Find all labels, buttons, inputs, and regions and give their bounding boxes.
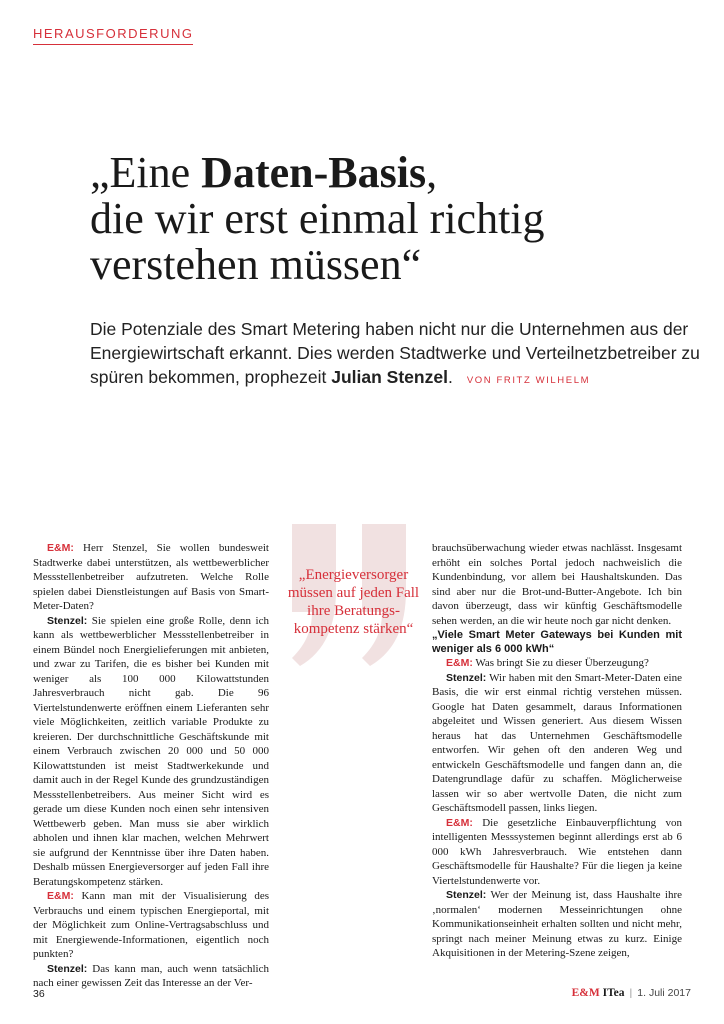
paragraph: brauchsüberwachung wieder etwas nachlässt. Insgesamt erhöht ein solches Portal jedoch nachweislich die Kundenbindung, vor allem bei Haushaltskunden. Das sind aber nur die Brot-und-Butter-Angebote. Ich bin davon überzeugt, dass wir künftig Geschäftsmodelle sehen werden, an die wir heute noch gar nicht denken.	[432, 542, 682, 627]
lead-name: Julian Stenzel	[331, 367, 448, 387]
speaker: E&M:	[446, 657, 473, 669]
paragraph-text: Was bringt Sie zu dieser Überzeugung?	[472, 657, 649, 669]
paragraph	[33, 889, 269, 962]
lead-end: .	[447, 367, 453, 387]
article-column-2	[432, 541, 682, 961]
brand-itea: ITea	[602, 987, 625, 999]
paragraph	[33, 541, 269, 614]
headline-prefix: „Eine	[90, 148, 202, 197]
paragraph	[33, 962, 269, 991]
speaker: E&M:	[47, 542, 74, 554]
speaker: E&M:	[446, 816, 473, 829]
headline-line3: verstehen müssen“	[90, 240, 422, 289]
paragraph	[432, 656, 682, 671]
paragraph	[432, 671, 682, 816]
speaker: Stenzel:	[47, 614, 88, 627]
page-number: 36	[33, 988, 45, 1000]
headline-bold: Daten-Basis	[201, 148, 427, 197]
article-lead	[90, 317, 700, 393]
paragraph-text: Die gesetzliche Einbauverpflichtung von intelligenten Messsystemen beginnt allerdings erst ab 6 000 kWh Jahresverbrauch. Wie entstehen dann Geschäftsmodelle für Haushalte? Für die liegen ja keine Viertelstundenwerte vor.	[432, 816, 682, 887]
paragraph-text: Das kann man, auch wenn tatsächlich nach einer gewissen Zeit das Interesse an der Ver-	[33, 962, 269, 989]
section-subhead: „Viele Smart Meter Gateways bei Kunden mit weniger als 6 000 kWh“	[432, 629, 682, 655]
paragraph-text: Sie spielen eine große Rolle, denn ich kann als wettbewerblicher Messstellenbetreiber in einem Bündel noch Energielieferungen mit anbieten, und zwar zu Tarifen, die es bisher bei Kunden mit weniger als 100 000 Kilowattstunden Jahresverbrauch nicht gab. Die 96 Viertelstundenwerte eröffnen einem Lieferanten sehr viele Möglichkeiten, zeitlich variable Produkte zu kreieren. Der durchschnittliche Geschäftskunde mit einem Verbrauch zwischen 20 000 und 50 000 Kilowattstunden ist meist Stadtwerkekunde und damit auch in der Regel Kunde des grundzuständigen Messstellenbetreibers. Aus meiner Sicht wird es gerade um diese Kunden noch einen sehr intensiven Wettbewerb geben. Man muss sie aber wirklich abholen und ihnen klar machen, welchen Mehrwert sie aufgrund der Kenntnisse über ihre Daten haben. Deshalb müssen Energieversorger auf jeden Fall ihre Beratungskompetenz stärken.	[33, 614, 269, 888]
paragraph-text: Herr Stenzel, Sie wollen bundesweit Stadtwerke dabei unterstützen, als wettbewerblicher Messstellenbetreiber aufzutreten. Welche Rolle spielen dabei Dienstleistungen auf Basis von Smart-Meter-Daten?	[33, 542, 269, 612]
speaker: Stenzel:	[446, 889, 487, 901]
paragraph-text: Kann man mit der Visualisierung des Verbrauchs und einem typischen Energieportal, mit der Möglichkeit zum Online-Vertragsabschluss und mit Energiewende-Informationen, eigentlich noch punkten?	[33, 890, 269, 960]
brand-em: E&M	[571, 987, 600, 999]
footer-separator: |	[629, 987, 633, 999]
section-kicker: HERAUSFORDERUNG	[33, 26, 193, 45]
paragraph	[432, 888, 682, 961]
headline-suffix: ,	[426, 148, 438, 197]
byline: VON FRITZ WILHELM	[466, 375, 591, 386]
paragraph-text: Wir haben mit den Smart-Meter-Daten eine Basis, die wir erst einmal richtig verstehen müssen. Google hat Daten gesammelt, daraus Informationen abgeleitet und Wissen generiert. Aus diesem Wissen heraus hat das Unternehmen Geschäftsmodelle entworfen. Wir gehen oft den anderen Weg und entwickeln Geschäftsmodelle und fangen dann an, die Datengrundlage dafür zu schaffen. Möglicherweise lassen wir so aber wertvolle Daten, die nicht zum Geschäftsmodell passen, links liegen.	[432, 671, 682, 814]
paragraph	[432, 816, 682, 889]
speaker: Stenzel:	[446, 671, 487, 684]
speaker: E&M:	[47, 890, 74, 902]
article-column-1	[33, 541, 269, 991]
paragraph	[33, 614, 269, 890]
lead-text: Die Potenziale des Smart Metering haben nicht nur die Unternehmen aus der Energiewirtschaft erkannt. Dies werden Stadtwerke und Verteilnetzbetreiber zu spüren bekommen, prophezeit	[90, 319, 700, 387]
issue-date: 1. Juli 2017	[637, 987, 691, 999]
pull-quote: „Energieversorger müssen auf jeden Fall ihre Beratungskompetenz stärken“	[287, 567, 420, 637]
article-headline	[90, 150, 690, 288]
headline-line2: die wir erst einmal richtig	[90, 194, 545, 243]
footer-publication	[572, 987, 691, 999]
paragraph-text: Wer der Meinung ist, dass Haushalte ihre ‚normalen‘ modernen Messeinrichtungen ohne Kommunikationseinheit erhalten sollten und nicht mehr, springt nach meiner Meinung etwas zu kurz. Einige Akquisitionen in der Metering-Szene zeigen,	[432, 889, 682, 959]
speaker: Stenzel:	[47, 962, 88, 975]
